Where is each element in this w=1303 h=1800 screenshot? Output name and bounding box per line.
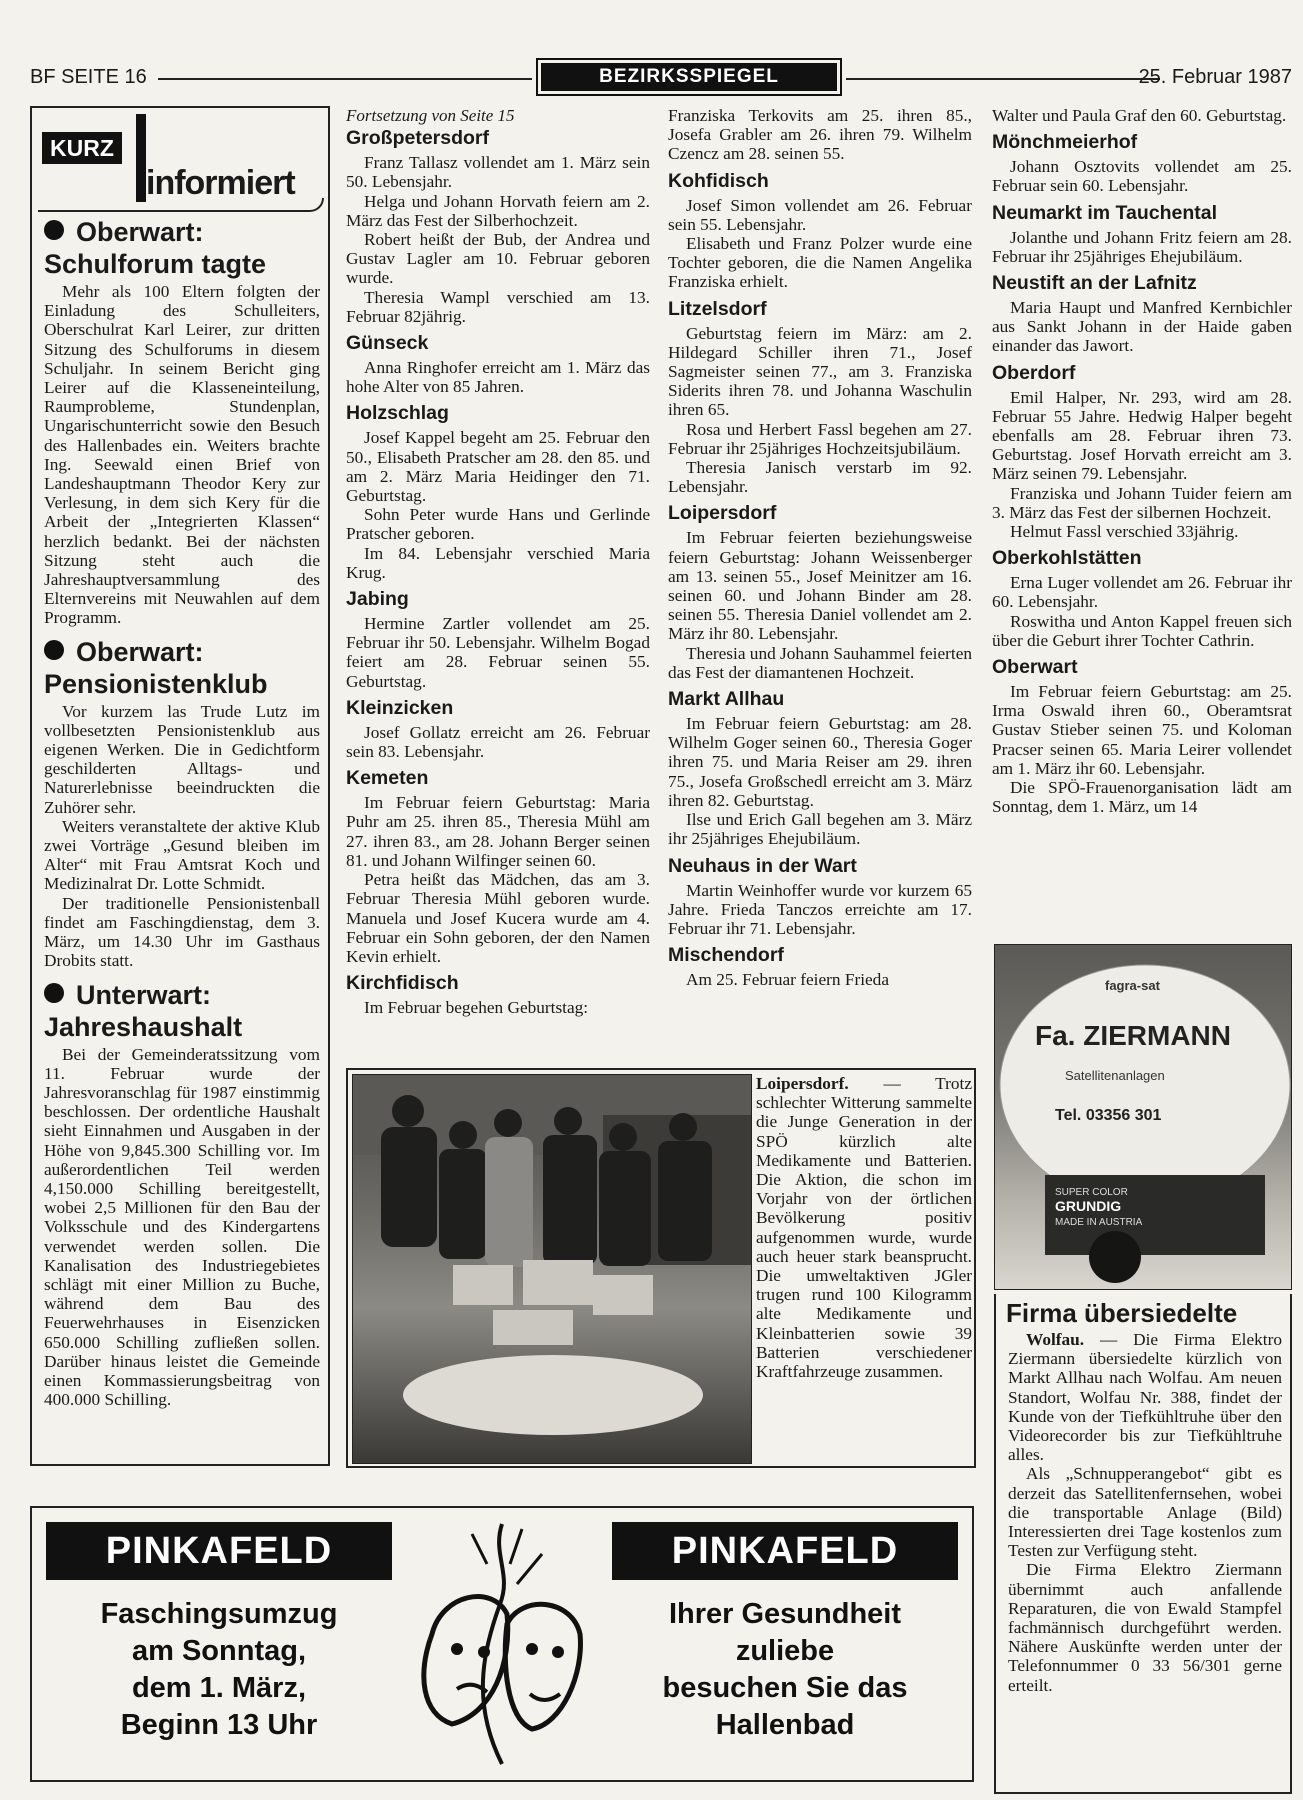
- entry-text: Rosa und Herbert Fassl begehen am 27. Februar ihr 25jähriges Hochzeitsjubiläum.: [668, 419, 972, 458]
- trailer-label: MADE IN AUSTRIA: [1055, 1217, 1143, 1228]
- satellite-photo: [994, 944, 1292, 1290]
- entry-text: Im Februar feiern Geburtstag: am 25. Irma Oswald ihren 60., Oberamtsrat Gustav Stieber seinen 75. und Koloman Pracser seinen 65. Maria Leirer vollendet am 1. März ihr 60. Lebensjahr.: [992, 682, 1292, 778]
- entry-text: Josef Kappel begeht am 25. Februar den 50., Elisabeth Pratscher am 28. den 85. und am 2. März Maria Heidinger den 71. Geburtstag.: [346, 428, 650, 506]
- dish-brand: fagra-sat: [1105, 978, 1160, 993]
- entry-text: Im Februar feiern Geburtstag: am 28. Wilhelm Goger seinen 60., Theresia Goger ihren 75. und Maria Reiser am 29. ihren 75., Josefa Großschedl erreicht am 3. März ihren 82. Geburtstag.: [668, 714, 972, 810]
- ad-text: Faschingsumzug am Sonntag, dem 1. März, Beginn 13 Uhr: [100, 1598, 338, 1741]
- header-rule-right: [846, 78, 1160, 80]
- article-body: Der traditionelle Pensionistenball findet am Faschingdienstag, dem 3. März, um 14.30 Uhr im Gasthaus Drobits statt.: [44, 893, 320, 971]
- place-heading: Kirchfidisch: [346, 972, 459, 995]
- pinkafeld-advertisement: [30, 1506, 974, 1782]
- section-label-box: [536, 58, 842, 96]
- entry-text: Die SPÖ-Frauenorganisation lädt am Sonntag, dem 1. März, um 14: [992, 778, 1292, 817]
- entry-text: Theresia Wampl verschied am 13. Februar 82jährig.: [346, 287, 650, 326]
- entry-kohfidisch: [668, 170, 972, 292]
- entry-oberwart: [992, 656, 1292, 816]
- entry-text: Im Februar feierten beziehungsweise feiern Geburtstag: Johann Weissenberger am 13. seinen 55., Josef Meinitzer am 16. seinen 60. und Johann Binder am 28. seinen 55. Theresia Daniel vollendet am 2. März ihr 80. Lebensjahr.: [668, 528, 972, 644]
- entry-text: Johann Osztovits vollendet am 25. Februar sein 60. Lebensjahr.: [992, 157, 1292, 196]
- entry-text: Im Februar feiern Geburtstag: Maria Puhr am 25. ihren 85., Theresia Mühl am 27. ihren 83., am 28. Johann Berger seinen 81. und Johann Wilfinger seinen 60.: [346, 793, 650, 870]
- entry-text: Josef Gollatz erreicht am 26. Februar sein 83. Lebensjahr.: [346, 722, 650, 762]
- entry-text: Helga und Johann Horvath feiern am 2. März das Fest der Silberhochzeit.: [346, 191, 650, 230]
- firma-paragraph: Die Firma Elektro Ziermann übernimmt auch anfallende Reparaturen, die von Ewald Stampfel fachmännisch durchgeführt werden. Nähere Auskünfte werden unter der Telefonnummer 0 33 56/301 gerne erteilt.: [1008, 1560, 1282, 1695]
- place-heading: Großpetersdorf: [346, 127, 490, 150]
- kurz-informiert-logo: [36, 112, 326, 208]
- entry-text: Franziska und Johann Tuider feiern am 3. März das Fest der silbernen Hochzeit.: [992, 483, 1292, 522]
- caption-place: Loipersdorf.: [756, 1074, 849, 1093]
- entry-kirchfidisch: [346, 972, 650, 1017]
- logo-word: informiert: [146, 164, 295, 202]
- article-schulforum: [44, 216, 320, 628]
- entry-neumarkt-im-tauchental: [992, 202, 1292, 266]
- entry-text: Theresia Janisch verstarb im 92. Lebensjahr.: [668, 458, 972, 497]
- group-photo: [352, 1074, 752, 1464]
- entry-neuhaus-in-der-wart: [668, 855, 972, 939]
- place-heading: Neumarkt im Tauchental: [992, 201, 1218, 224]
- place-heading: Oberwart: [992, 656, 1078, 679]
- firma-article: [994, 1294, 1292, 1794]
- place-heading: Neustift an der Lafnitz: [992, 272, 1197, 295]
- place-heading: Kleinzicken: [346, 696, 454, 719]
- logo-tag: KURZ: [42, 132, 122, 164]
- logo-bar: [136, 114, 146, 202]
- trailer-label: GRUNDIG: [1055, 1198, 1122, 1214]
- entry-kleinzicken: [346, 697, 650, 761]
- ad-title: PINKAFELD: [46, 1522, 392, 1580]
- entry-holzschlag: [346, 402, 650, 582]
- entry-loipersdorf: [668, 502, 972, 682]
- kurz-articles: [44, 212, 320, 1409]
- entry-text: Franz Tallasz vollendet am 1. März sein 50. Lebensjahr.: [346, 153, 650, 192]
- entry-lead: Walter und Paula Graf den 60. Geburtstag.: [992, 106, 1287, 125]
- entry-text: Ilse und Erich Gall begehen am 3. März ihr 25jähriges Ehejubiläum.: [668, 810, 972, 849]
- article-headline: Oberwart: Pensionistenklub: [44, 636, 268, 699]
- dish-subtitle: Satellitenanlagen: [1065, 1068, 1165, 1083]
- entry-lead: Franziska Terkovits am 25. ihren 85., Josefa Grabler am 26. ihren 79. Wilhelm Czencz am 28. seinen 55.: [668, 106, 972, 164]
- entry-text: Petra heißt das Mädchen, das am 3. Februar Theresia Mühl geboren wurde. Manuela und Josef Kucera wurde am 4. Februar ein Sohn geboren, der den Namen Kevin erhielt.: [346, 870, 650, 966]
- place-heading: Loipersdorf: [668, 502, 777, 525]
- entry-moenchmeierhof: [992, 131, 1292, 195]
- column-3: [668, 106, 972, 989]
- firma-paragraph: Wolfau. — Die Firma Elektro Ziermann übersiedelte kürzlich von Markt Allhau nach Wolfau. Am neuen Standort, Wolfau Nr. 388, findet der Kunde von der Tiefkühltruhe über den Videorecorder bis zur Tiefkühltruhe alles.: [1008, 1330, 1282, 1465]
- caption-text: — Trotz schlechter Witterung sammelte die Junge Generation in der SPÖ kürzlich alte Medikamente und Batterien. Die Aktion, die schon im Vorjahr von der örtlichen Bevölkerung positiv aufgenommen wurde, wurde auch heuer stark beansprucht. Die umweltaktiven JGler trugen rund 100 Kilogramm alte Medikamente und Kleinbatterien sowie 39 Batterien verschiedener Kraftfahrzeuge zusammen.: [756, 1074, 972, 1382]
- entry-text: Theresia und Johann Sauhammel feierten das Fest der diamantenen Hochzeit.: [668, 643, 973, 682]
- article-jahreshaushalt: [44, 979, 320, 1410]
- entry-text: Roswitha und Anton Kappel freuen sich über die Geburt ihrer Tochter Cathrin.: [992, 611, 1292, 650]
- entry-neustift-an-der-lafnitz: [992, 272, 1292, 356]
- entry-text: Sohn Peter wurde Hans und Gerlinde Pratscher geboren.: [346, 505, 650, 544]
- place-heading: Mischendorf: [668, 944, 784, 967]
- column-2: [346, 106, 650, 1017]
- entry-text: Elisabeth und Franz Polzer wurde eine Tochter geboren, die die Namen Angelika Franziska erhielt.: [668, 234, 972, 292]
- section-label: BEZIRKSSPIEGEL: [541, 63, 837, 91]
- entry-mischendorf: [668, 944, 972, 989]
- satellite-dish-illustration: [995, 945, 1292, 1290]
- entry-text: Jolanthe und Johann Fritz feiern am 28. Februar ihr 25jähriges Ehejubiläum.: [992, 227, 1292, 266]
- dish-phone: Tel. 03356 301: [1055, 1107, 1162, 1124]
- firma-place: Wolfau.: [1026, 1330, 1085, 1349]
- article-headline: Unterwart: Jahreshaushalt: [44, 979, 243, 1042]
- trailer-wheel: [1089, 1231, 1141, 1283]
- ad-panel-fasching: [46, 1522, 392, 1744]
- photo-collected-items: [403, 1260, 703, 1435]
- trailer-label: SUPER COLOR: [1055, 1187, 1128, 1198]
- column-4: [992, 106, 1292, 816]
- entry-oberkohlstaetten: [992, 547, 1292, 650]
- place-heading: Markt Allhau: [668, 688, 785, 711]
- article-body: Mehr als 100 Eltern folgten der Einladung des Schulleiters, Oberschulrat Karl Leirer, zur dritten Sitzung des Schulforums in diesem Schuljahr. In seinem Bericht ging Leirer auf die Klasseneinteilung, Raumprobleme, Stundenplan, Ungarischunterricht sowie den Besuch des Hallenbades ein. Weiters brachte Ing. Seewald einen Brief von Landeshauptmann Theodor Kery zur Verlesung, in dem sich Kery für die Arbeit der „Integrierten Klassen“ herzlich bedankt. Bei der nächsten Sitzung steht auch die Jahreshauptversammlung des Elternvereins mit Neuwahlen auf dem Programm.: [44, 282, 320, 628]
- kurz-informiert-box: [30, 106, 330, 1466]
- place-heading: Mönchmeierhof: [992, 131, 1138, 154]
- entry-oberdorf: [992, 362, 1292, 542]
- entry-text: Josef Simon vollendet am 26. Februar sein 55. Lebensjahr.: [668, 195, 972, 234]
- place-heading: Oberkohlstätten: [992, 547, 1142, 570]
- entry-litzelsdorf: [668, 298, 972, 497]
- satellite-dish: [1000, 965, 1290, 1205]
- entry-guenseck: [346, 332, 650, 396]
- place-heading: Holzschlag: [346, 402, 449, 425]
- firma-body: [996, 1330, 1290, 1695]
- bullet-icon: [44, 220, 64, 240]
- place-heading: Kemeten: [346, 767, 429, 790]
- ad-panel-hallenbad: [612, 1522, 958, 1744]
- place-heading: Neuhaus in der Wart: [668, 854, 857, 877]
- article-body: Weiters veranstaltete der aktive Klub zwei Vorträge „Gesund bleiben im Alter“ mit Frau Amtsrat Koch und Medizinalrat Dr. Lotte Schmidt.: [44, 816, 320, 894]
- ad-text: Ihrer Gesundheit zuliebe besuchen Sie das Hallenbad: [662, 1598, 908, 1741]
- place-heading: Litzelsdorf: [668, 297, 767, 320]
- bullet-icon: [44, 640, 64, 660]
- bullet-icon: [44, 983, 64, 1003]
- carnival-masks-icon: [412, 1514, 592, 1776]
- entry-text: Erna Luger vollendet am 26. Februar ihr 60. Lebensjahr.: [992, 573, 1292, 612]
- entry-text: Am 25. Februar feiern Frieda: [686, 970, 889, 990]
- firma-headline: Firma übersiedelte: [1006, 1298, 1238, 1328]
- entry-text: Emil Halper, Nr. 293, wird am 28. Februar 55 Jahre. Hedwig Halper begeht ebenfalls am 28. Februar ihren 73. Geburtstag. Josef Horvath erreicht am 3. März seinen 79. Lebensjahr.: [992, 387, 1292, 484]
- page-header: [30, 58, 1292, 98]
- entry-grosspetersdorf: [346, 127, 650, 326]
- place-heading: Kohfidisch: [668, 169, 769, 192]
- page-number: BF SEITE 16: [30, 66, 147, 88]
- article-body: Vor kurzem las Trude Lutz im vollbesetzten Pensionistenklub aus eigenen Werken. Die in Gedichtform geschilderten Alltags- und Naturerlebnisse beeindruckten die Zuhörer sehr.: [44, 701, 320, 817]
- entry-text: Helmut Fassl verschied 33jährig.: [1010, 522, 1239, 542]
- firma-paragraph: Als „Schnupperangebot“ gibt es derzeit das Satellitenfernsehen, wobei die transportable Anlage (Bild) Interessierten drei Tage kostenlos zum Testen zur Verfügung steht.: [1008, 1464, 1282, 1561]
- ad-title: PINKAFELD: [612, 1522, 958, 1580]
- photo-caption: [756, 1074, 972, 1381]
- entry-text: Hermine Zartler vollendet am 25. Februar ihr 50. Lebensjahr. Wilhelm Bogad feiert am 28. Februar seinen 55. Geburtstag.: [346, 614, 650, 691]
- entry-jabing: [346, 588, 650, 691]
- group-photo-illustration: [353, 1075, 752, 1464]
- continuation-note: Fortsetzung von Seite 15: [346, 106, 515, 125]
- issue-date: 25. Februar 1987: [1138, 66, 1292, 88]
- header-rule-left: [158, 78, 532, 80]
- entry-text: Im 84. Lebensjahr verschied Maria Krug.: [346, 543, 650, 582]
- entry-kemeten: [346, 767, 650, 966]
- entry-text: Geburtstag feiern im März: am 2. Hildegard Schiller ihren 71., Josef Sagmeister seinen 77., am 3. Franziska Siderits ihren 78. und Johanna Waschulin ihren 65.: [668, 323, 972, 420]
- entry-text: Maria Haupt und Manfred Kernbichler aus Sankt Johann in der Haide gaben einander das Jawort.: [992, 298, 1292, 356]
- entry-text: Anna Ringhofer erreicht am 1. März das hohe Alter von 85 Jahren.: [346, 358, 650, 397]
- entry-text: Robert heißt der Bub, der Andrea und Gustav Lagler am 10. Februar geboren wurde.: [346, 230, 650, 288]
- dish-company: Fa. ZIERMANN: [1035, 1020, 1231, 1051]
- entry-text: Martin Weinhoffer wurde vor kurzem 65 Jahre. Frieda Tanczos erreichte am 17. Februar ihr 71. Lebensjahr.: [668, 880, 972, 938]
- place-heading: Günseck: [346, 332, 429, 355]
- logo-curve: [38, 198, 324, 212]
- article-headline: Oberwart: Schulforum tagte: [44, 217, 267, 279]
- article-pensionistenklub: [44, 636, 320, 971]
- place-heading: Oberdorf: [992, 361, 1076, 384]
- entry-markt-allhau: [668, 688, 972, 848]
- article-body: Bei der Gemeinderatssitzung vom 11. Februar wurde der Jahresvoranschlag für 1987 einstimmig beschlossen. Der ordentliche Haushalt sieht Einnahmen und Ausgaben in der Höhe von 9,845.300 Schilling vor. Im außerordentlichen Teil werden 4,150.000 Schilling bereitgestellt, wobei 2,5 Millionen für den Bau der Volksschule und des Kindergartens verwendet werden sollen. Die Kanalisation des Industriegebietes schlägt mit einer Million zu Buche, während dem Bau des Feuerwehrhauses in Eisenzicken 650.000 Schilling zufließen sollen. Darüber hinaus leistet die Gemeinde einen Kommassierungsbeitrag von 400.000 Schilling.: [44, 1044, 320, 1410]
- entry-text: Im Februar begehen Geburtstag:: [364, 998, 589, 1018]
- place-heading: Jabing: [346, 588, 409, 611]
